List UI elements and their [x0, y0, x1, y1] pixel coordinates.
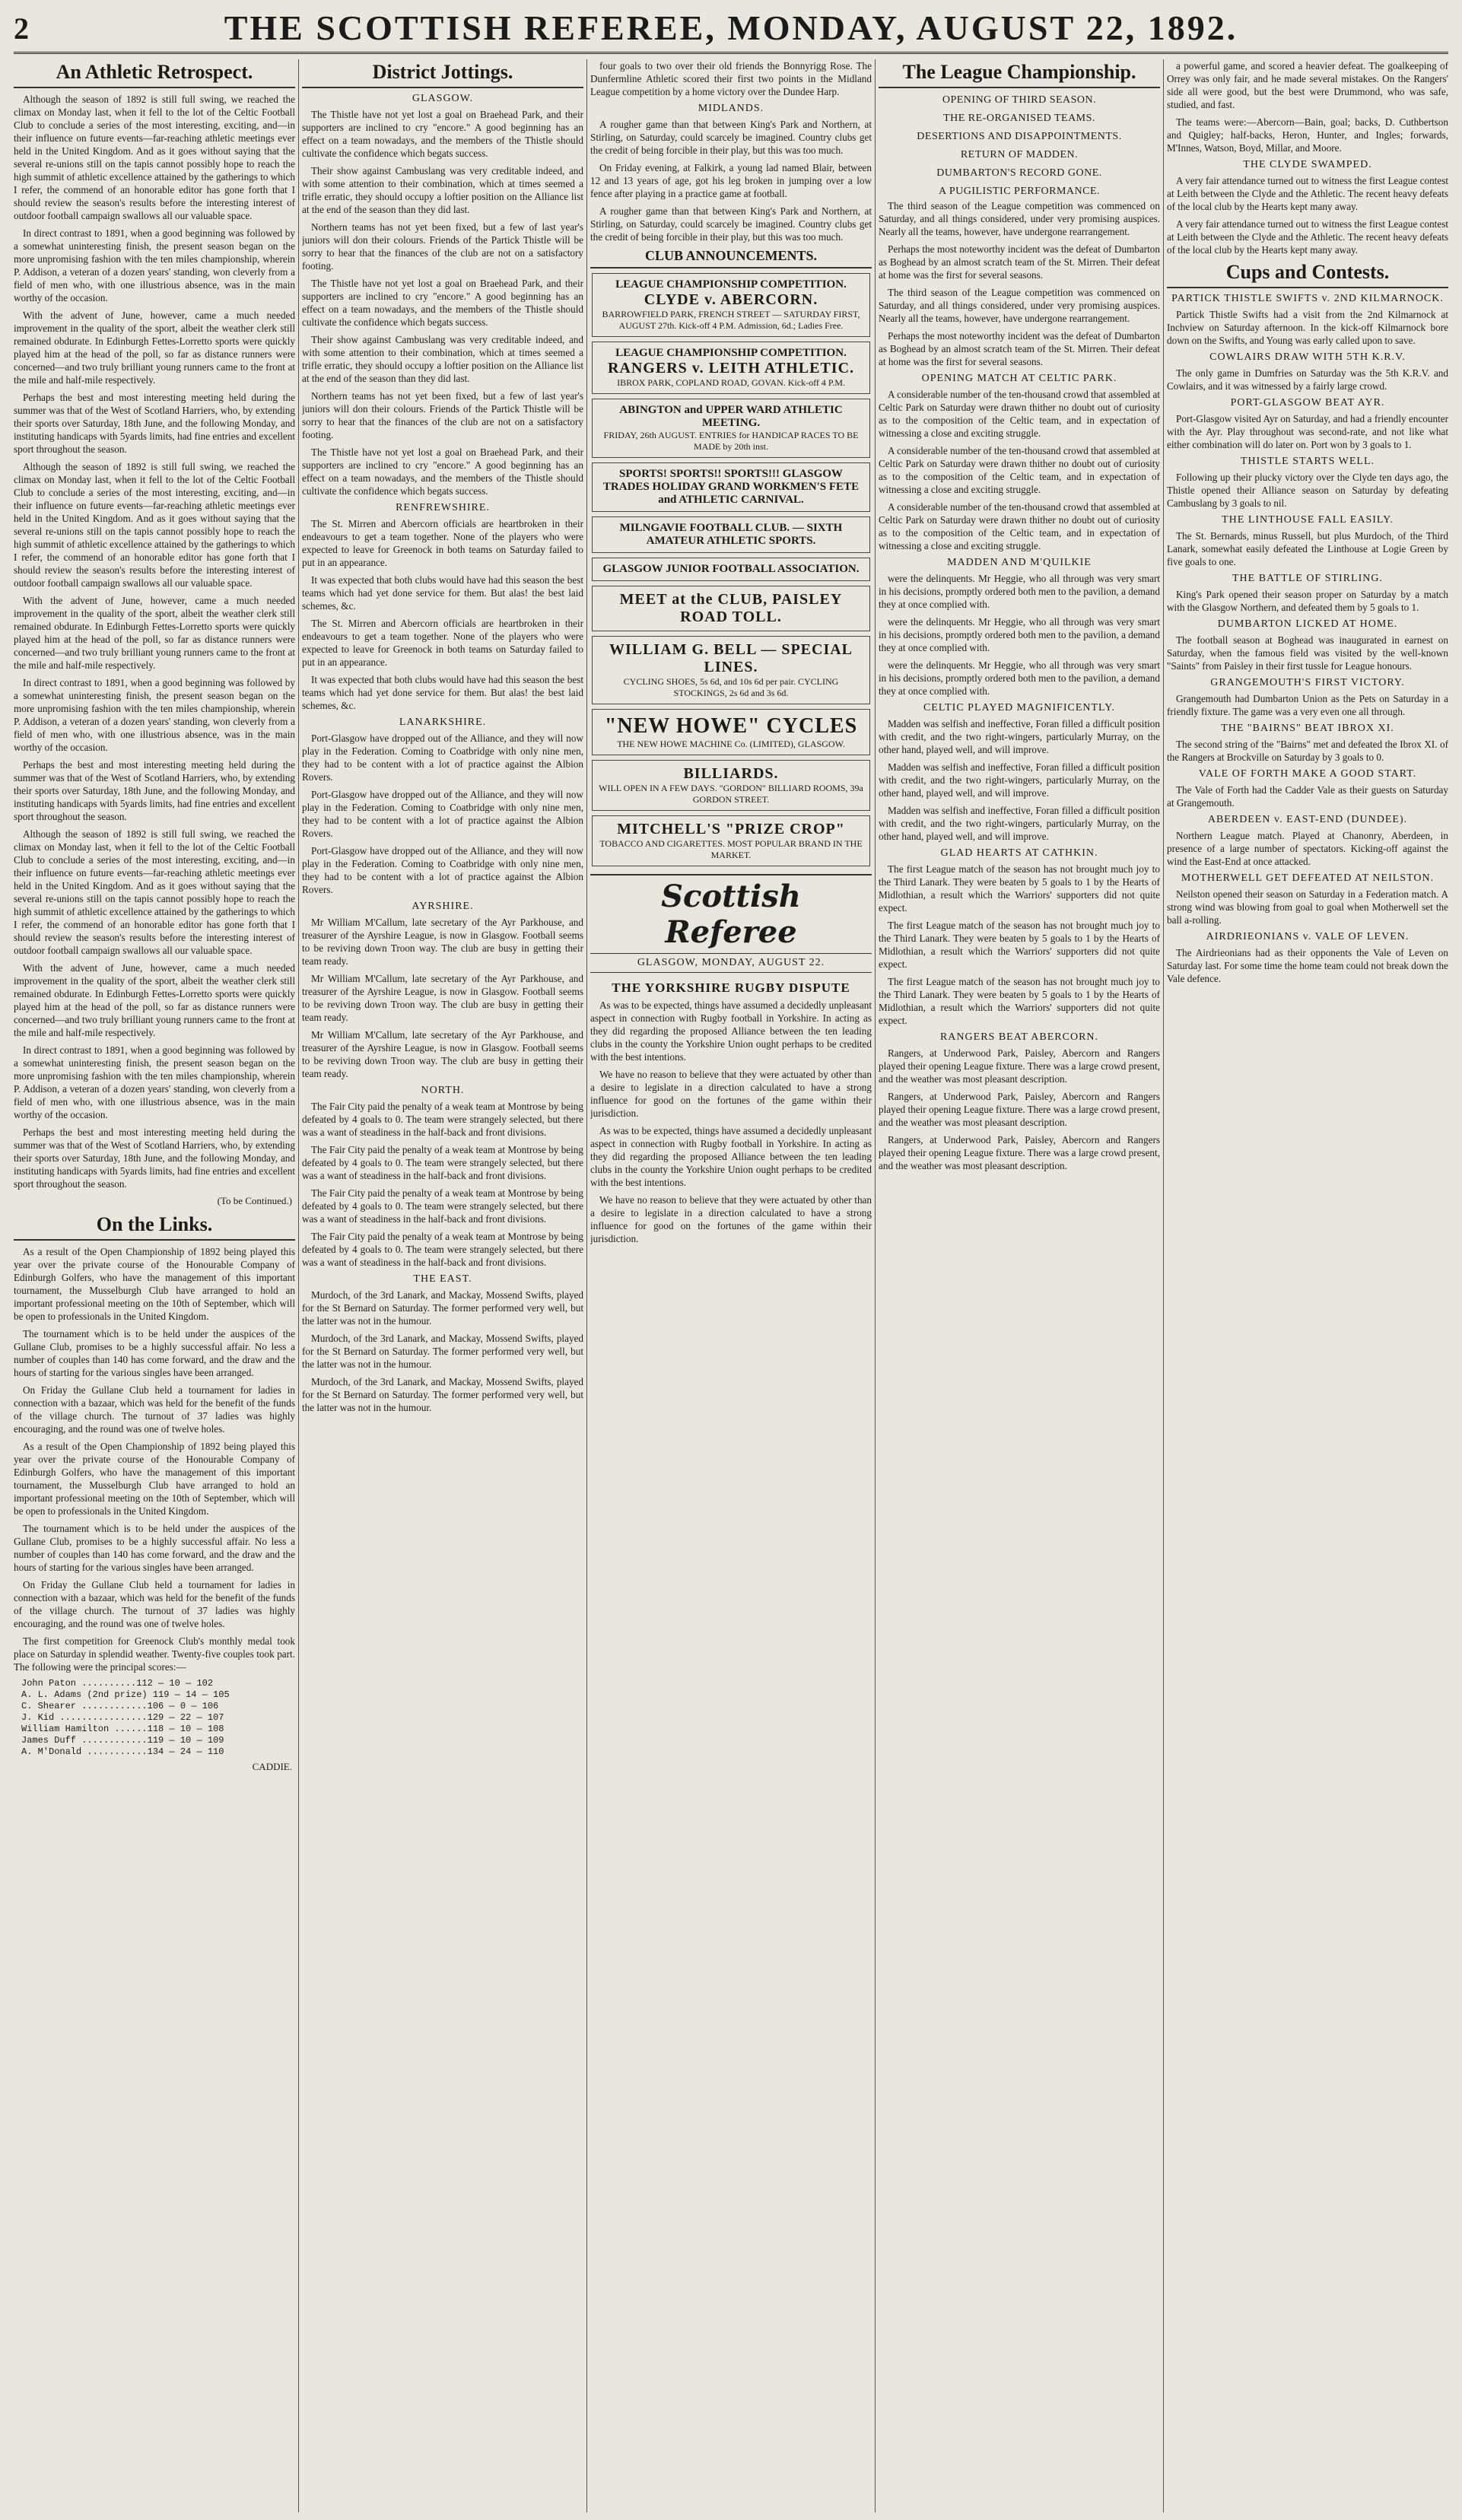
section-heading: THE BATTLE OF STIRLING. [1232, 573, 1383, 584]
article-paragraph: Mr William M'Callum, late secretary of the Ayr Parkhouse, and treasurer of the Ayrshire League, is now in Glasgow. Football seems to be reviving down Troon way. The club are busy in getting their team ready. [302, 1029, 583, 1079]
advert-league-clyde [592, 273, 870, 337]
article-paragraph: The Thistle have not yet lost a goal on Braehead Park, and their supporters are inclined to cry "encore." A good beginning has an effect on a team nowadays, and the members of the Thistle should cultivate the confidence which begats success. [302, 446, 583, 497]
article-paragraph: The Thistle have not yet lost a goal on Braehead Park, and their supporters are inclined to cry "encore." A good beginning has an effect on a team nowadays, and the members of the Thistle should cultivate the confidence which begats success. [302, 278, 583, 328]
section-heading: COWLAIRS DRAW WITH 5TH K.R.V. [1209, 351, 1406, 363]
section-heading: MOTHERWELL GET DEFEATED AT NEILSTON. [1181, 872, 1435, 884]
article-paragraph: Murdoch, of the 3rd Lanark, and Mackay, Mossend Swifts, played for the St Bernard on Saturday. The former performed very well, but the latter was not in the humour. [302, 1333, 583, 1370]
masthead [14, 5, 1448, 54]
article-paragraph: A rougher game than that between King's Park and Northern, at Stirling, on Saturday, could scarcely be imagined. Country clubs get the credit of being forcible in their play, but this was too much. [590, 119, 872, 156]
advert-mitchells-prize-crop [592, 815, 870, 866]
article-paragraph: Port-Glasgow have dropped out of the Alliance, and they will now play in the Federation. Coming to Coatbridge with only nine men, they had to be content with a lot of practice against the Albion Rovers. [302, 732, 583, 783]
article-paragraph: Port-Glasgow visited Ayr on Saturday, and had a friendly encounter with the Ayr. Play throughout was second-rate, and not like what either combination will do later on. Port won by 3 goals to 1. [1167, 413, 1448, 450]
advert-billiards [592, 760, 870, 811]
athletic-retrospect-title: An Athletic Retrospect. [14, 61, 295, 88]
section-heading: MIDLANDS. [698, 103, 764, 114]
article-paragraph: Grangemouth had Dumbarton Union as the Pets on Saturday in a friendly fixture. The game was a very even one all through. [1167, 693, 1448, 717]
advert-new-howe-cycles [592, 709, 870, 755]
article-paragraph: The Fair City paid the penalty of a weak team at Montrose by being defeated by 4 goals to 0. The team were strangely selected, but there was a want of steadiness in the half-back and front divisions. [302, 1187, 583, 1225]
scottish-referee-logo: Scottish Referee [590, 874, 872, 954]
section-heading: NORTH. [421, 1085, 465, 1096]
page-title: THE SCOTTISH REFEREE, MONDAY, AUGUST 22, 1892. [224, 8, 1238, 47]
advert-heading: BILLIARDS. [683, 765, 779, 782]
article-paragraph: A very fair attendance turned out to witness the first League contest at Leith between the Clyde and the Athletic. The recent heavy defeats of the local club by the Hearts kept many away. [1167, 218, 1448, 256]
column-4 [879, 59, 1160, 2512]
advert-heading: GLASGOW JUNIOR FOOTBALL ASSOCIATION. [602, 563, 860, 575]
advert-heading: SPORTS! SPORTS!! SPORTS!!! GLASGOW TRADES HOLIDAY GRAND WORKMEN'S FETE and ATHLETIC CARNIVAL. [602, 468, 860, 506]
advert-heading: "NEW HOWE" CYCLES [604, 714, 858, 738]
article-paragraph: Rangers, at Underwood Park, Paisley, Abercorn and Rangers played their opening League fixture. There was a large crowd present, and the weather was most pleasant description. [879, 1047, 1160, 1085]
article-paragraph: The tournament which is to be held under the auspices of the Gullane Club, promises to be a highly successful affair. No less a number of couples than 140 has come forward, and the draw and the hours of starting for the various singles have been arranged. [14, 1523, 295, 1573]
article-paragraph: As a result of the Open Championship of 1892 being played this year over the private course of the Honourable Company of Edinburgh Golfers, who have the management of this important tournament, the Musselburgh Club have arranged to hold an important professional meeting on the 10th of September, which will be open to professionals in the United Kingdom. [14, 1441, 295, 1517]
section-heading: THE EAST. [413, 1273, 472, 1285]
section-heading: THE CLYDE SWAMPED. [1243, 159, 1372, 170]
league-championship-title: The League Championship. [879, 61, 1160, 88]
section-heading: THE LINTHOUSE FALL EASILY. [1222, 514, 1394, 526]
article-paragraph: In direct contrast to 1891, when a good beginning was followed by a somewhat uninteresting finish, the present season began on the more unpromising fashion with the ten miles championship, wherein P. Addison, a veteran of a dozen years' standing, won cleverly from a field of men who, with one illustrious absence, was in the main worthy of the occasion. [14, 677, 295, 753]
article-paragraph: King's Park opened their season proper on Saturday by a match with the Glasgow Northern, and defeated them by 5 goals to 1. [1167, 589, 1448, 613]
article-paragraph: As was to be expected, things have assumed a decidedly unpleasant aspect in connection with Rugby football in Yorkshire. In acting as they did regarding the proposed Alliance between the ten leading clubs in the county the Yorkshire Union ought perhaps to be credited with the best intentions. [590, 999, 872, 1063]
article-paragraph: A considerable number of the ten-thousand crowd that assembled at Celtic Park on Saturday were drawn thither no doubt out of curiosity as to the composition of the Celtic team, and in expectation of witnessing a close and exciting struggle. [879, 445, 1160, 495]
subheading: DUMBARTON'S RECORD GONE. [936, 167, 1102, 179]
article-paragraph: The Airdrieonians had as their opponents the Vale of Leven on Saturday last. For some time the home team could not break down the Vale defence. [1167, 947, 1448, 984]
article-paragraph: The third season of the League competition was commenced on Saturday, and all things considered, under very promising auspices. Nearly all the teams, however, have undergone rearrangement. [879, 200, 1160, 237]
section-heading: GLASGOW. [412, 93, 474, 104]
article-paragraph: The St. Mirren and Abercorn officials are heartbroken in their endeavours to get a team together. None of the players who were expected to leave for Greenock in both teams on Saturday failed to put in an appearance. [302, 618, 583, 668]
article-paragraph: Although the season of 1892 is still full swing, we reached the climax on Monday last, when it fell to the lot of the Celtic Football Club to conclude a series of the most interesting, exciting, and—in their influence on future events—far-reaching athletic meetings ever held in the United Kingdom. And as it goes without saying that the several re-unions still on the tapis cannot possibly hope to reach the high summit of athletic excellence attained by the gatherings to which I refer, the commend of an honorable editor has gone forth that I should review the season's results before the interesting interest of outdoor football campaign swallows all our valuable space. [14, 94, 295, 221]
article-paragraph: As was to be expected, things have assumed a decidedly unpleasant aspect in connection with Rugby football in Yorkshire. In acting as they did regarding the proposed Alliance between the ten leading clubs in the county the Yorkshire Union ought perhaps to be credited with the best intentions. [590, 1125, 872, 1188]
article-paragraph: The first League match of the season has not brought much joy to the Third Lanark. They were beaten by 5 goals to 1 by the Hearts of Midlothian, a result which the Warriors' supporters did not quite expect. [879, 976, 1160, 1026]
section-heading: GLAD HEARTS AT CATHKIN. [940, 847, 1098, 859]
article-paragraph: The Fair City paid the penalty of a weak team at Montrose by being defeated by 4 goals to 0. The team were strangely selected, but there was a want of steadiness in the half-back and front divisions. [302, 1101, 583, 1138]
article-paragraph: As a result of the Open Championship of 1892 being played this year over the private course of the Honourable Company of Edinburgh Golfers, who have the management of this important tournament, the Musselburgh Club have arranged to hold an important professional meeting on the 10th of September, which will be open to professionals in the United Kingdom. [14, 1246, 295, 1322]
advert-details: THE NEW HOWE MACHINE Co. (LIMITED), GLASGOW. [617, 739, 845, 749]
article-paragraph: The football season at Boghead was inaugurated in earnest on Saturday, when the famous field was visited by the well-known "Saints" from Paisley in their first tussle for League honours. [1167, 634, 1448, 672]
article-paragraph: Rangers, at Underwood Park, Paisley, Abercorn and Rangers played their opening League fixture. There was a large crowd present, and the weather was most pleasant description. [879, 1134, 1160, 1171]
article-paragraph: In direct contrast to 1891, when a good beginning was followed by a somewhat uninteresting finish, the present season began on the more unpromising fashion with the ten miles championship, wherein P. Addison, a veteran of a dozen years' standing, won cleverly from a field of men who, with one illustrious absence, was in the main worthy of the occasion. [14, 227, 295, 303]
article-paragraph: With the advent of June, however, came a much needed improvement in the quality of the sport, albeit the weather clerk still remained obdurate. In Edinburgh Fettes-Lorretto sports were quickly played him at the head of the poll, so far as distance runners were concerned—and two truly brilliant young runners came to the front at the mile and half-mile respectively. [14, 310, 295, 386]
column-1 [14, 59, 295, 2512]
subheading: OPENING OF THIRD SEASON. [942, 94, 1097, 106]
article-paragraph: The tournament which is to be held under the auspices of the Gullane Club, promises to be a highly successful affair. No less a number of couples than 140 has come forward, and the draw and the hours of starting for the various singles have been arranged. [14, 1328, 295, 1378]
district-jottings-title: District Jottings. [302, 61, 583, 88]
subheading: DESERTIONS AND DISAPPOINTMENTS. [917, 131, 1122, 142]
article-paragraph: were the delinquents. Mr Heggie, who all through was very smart in his decisions, promptly ordered both men to the pavilion, a demand they at once complied with. [879, 616, 1160, 653]
section-heading: RENFREWSHIRE. [396, 502, 490, 513]
article-paragraph: The first League match of the season has not brought much joy to the Third Lanark. They were beaten by 5 goals to 1 by the Hearts of Midlothian, a result which the Warriors' supporters did not quite expect. [879, 920, 1160, 970]
column-rule [298, 59, 299, 2512]
advert-details: FRIDAY, 26th AUGUST. ENTRIES for HANDICAP RACES TO BE MADE by 20th inst. [603, 430, 859, 452]
advert-league-rangers [592, 342, 870, 394]
advert-heading: LEAGUE CHAMPIONSHIP COMPETITION. [615, 278, 847, 291]
article-paragraph: Northern League match. Played at Chanonry, Aberdeen, in presence of a large number of spectators. Kicking-off against the wind the East-End at once attacked. [1167, 830, 1448, 867]
advert-heading: LEAGUE CHAMPIONSHIP COMPETITION. [615, 347, 847, 359]
advert-details: WILL OPEN IN A FEW DAYS. "GORDON" BILLIARD ROOMS, 39a GORDON STREET. [599, 783, 863, 805]
article-paragraph: were the delinquents. Mr Heggie, who all through was very smart in his decisions, promptly ordered both men to the pavilion, a demand they at once complied with. [879, 573, 1160, 610]
article-paragraph: Neilston opened their season on Saturday in a Federation match. A strong wind was blowing from goal to goal when Motherwell set the ball a-rolling. [1167, 888, 1448, 926]
article-paragraph: Northern teams has not yet been fixed, but a few of last year's juniors will don their colours. Friends of the Partick Thistle will be sorry to hear that the finances of the club are not on a satisfactory footing. [302, 221, 583, 272]
article-paragraph: Perhaps the best and most interesting meeting held during the summer was that of the West of Scotland Harriers, who, by extending their sports over Saturday, 18th June, and the following Monday, and instituting handicaps with 5yards limits, had fine entries and excellent sport throughout the season. [14, 392, 295, 455]
article-paragraph: Their show against Cambuslang was very creditable indeed, and with some attention to their combination, which at times seemed a trifle erratic, they should occupy a loftier position on the Alliance list at the end of the season than they did last. [302, 165, 583, 215]
advert-teams: CLYDE v. ABERCORN. [644, 291, 818, 308]
article-paragraph: Following up their plucky victory over the Clyde ten days ago, the Thistle opened their Alliance season on Saturday by defeating Cambuslang by 3 goals to nil. [1167, 472, 1448, 509]
author-signature: CADDIE. [252, 1761, 292, 1772]
section-heading: MADDEN AND M'QUILKIE [947, 557, 1092, 568]
article-paragraph: A very fair attendance turned out to witness the first League contest at Leith between the Clyde and the Athletic. The recent heavy defeats of the local club by the Hearts kept many away. [1167, 175, 1448, 212]
section-heading: GRANGEMOUTH'S FIRST VICTORY. [1210, 677, 1405, 688]
section-heading: OPENING MATCH AT CELTIC PARK. [921, 373, 1117, 384]
column-2 [302, 59, 583, 2512]
article-paragraph: were the delinquents. Mr Heggie, who all through was very smart in his decisions, promptly ordered both men to the pavilion, a demand they at once complied with. [879, 659, 1160, 697]
article-paragraph: Partick Thistle Swifts had a visit from the 2nd Kilmarnock at Inchview on Saturday afternoon. In the kick-off Kilmarnock bore down on the Swifts, and Young was early called upon to save. [1167, 309, 1448, 346]
scores-table: John Paton ..........112 — 10 — 102 A. L. Adams (2nd prize) 119 — 14 — 105 C. Shearer ............106 — 0 — 106 J. Kid ................129 — 22 — 107 William Hamilton ......118 — 10 — 108 James Duff ............119 — 10 — 109 A. M'Donald ...........134 — 24 — 110 [21, 1678, 230, 1757]
article-paragraph: It was expected that both clubs would have had this season the best teams which had yet done service for them. But alas! the best laid schemes, &c. [302, 574, 583, 612]
columns [14, 59, 1448, 2512]
article-paragraph: A considerable number of the ten-thousand crowd that assembled at Celtic Park on Saturday were drawn thither no doubt out of curiosity as to the composition of the Celtic team, and in expectation of witnessing a close and exciting struggle. [879, 501, 1160, 551]
article-paragraph: The Vale of Forth had the Cadder Vale as their guests on Saturday at Grangemouth. [1167, 784, 1448, 809]
article-paragraph: The teams were:—Abercorn—Bain, goal; backs, D. Cuthbertson and Quigley; half-backs, Heron, Hunter, and Ingles; forwards, M'Innes, Watson, Boyd, Millar, and Moore. [1167, 116, 1448, 154]
article-paragraph: We have no reason to believe that they were actuated by other than a desire to legislate in a direction calculated to have a strong influence for good on the fortunes of the game within their jurisdiction. [590, 1069, 872, 1119]
article-paragraph: The first League match of the season has not brought much joy to the Third Lanark. They were beaten by 5 goals to 1 by the Hearts of Midlothian, a result which the Warriors' supporters did not quite expect. [879, 863, 1160, 914]
advert-heading: WILLIAM G. BELL — SPECIAL LINES. [609, 641, 853, 675]
section-heading: CELTIC PLAYED MAGNIFICENTLY. [923, 702, 1116, 713]
article-paragraph: The Thistle have not yet lost a goal on Braehead Park, and their supporters are inclined to cry "encore." A good beginning has an effect on a team nowadays, and the members of the Thistle should cultivate the confidence which begats success. [302, 109, 583, 159]
advert-heading: MILNGAVIE FOOTBALL CLUB. — SIXTH AMATEUR ATHLETIC SPORTS. [619, 522, 843, 547]
article-paragraph: Rangers, at Underwood Park, Paisley, Abercorn and Rangers played their opening League fixture. There was a large crowd present, and the weather was most pleasant description. [879, 1091, 1160, 1128]
editorial-title: THE YORKSHIRE RUGBY DISPUTE [612, 980, 850, 995]
article-paragraph: With the advent of June, however, came a much needed improvement in the quality of the sport, albeit the weather clerk still remained obdurate. In Edinburgh Fettes-Lorretto sports were quickly played him at the head of the poll, so far as distance runners were concerned—and two truly brilliant young runners came to the front at the mile and half-mile respectively. [14, 962, 295, 1038]
subheading: RETURN OF MADDEN. [960, 149, 1079, 160]
advert-heading: ABINGTON and UPPER WARD ATHLETIC MEETING. [619, 404, 843, 429]
section-heading: LANARKSHIRE. [399, 717, 487, 728]
section-heading: DUMBARTON LICKED AT HOME. [1217, 618, 1398, 630]
article-paragraph: The only game in Dumfries on Saturday was the 5th K.R.V. and Cowlairs, and it was witnessed by a fairly large crowd. [1167, 367, 1448, 392]
section-heading: PORT-GLASGOW BEAT AYR. [1230, 397, 1385, 408]
club-announcements-title: CLUB ANNOUNCEMENTS. [590, 248, 872, 269]
section-heading: VALE OF FORTH MAKE A GOOD START. [1198, 768, 1417, 780]
article-paragraph: Their show against Cambuslang was very creditable indeed, and with some attention to their combination, which at times seemed a trifle erratic, they should occupy a loftier position on the Alliance list at the end of the season than they did last. [302, 334, 583, 384]
article-paragraph: Port-Glasgow have dropped out of the Alliance, and they will now play in the Federation. Coming to Coatbridge with only nine men, they had to be content with a lot of practice against the Albion Rovers. [302, 845, 583, 895]
article-paragraph: It was expected that both clubs would have had this season the best teams which had yet done service for them. But alas! the best laid schemes, &c. [302, 674, 583, 711]
continued-note: (To be Continued.) [217, 1195, 292, 1206]
article-paragraph: Mr William M'Callum, late secretary of the Ayr Parkhouse, and treasurer of the Ayrshire League, is now in Glasgow. Football seems to be reviving down Troon way. The club are busy in getting their team ready. [302, 973, 583, 1023]
section-heading: AYRSHIRE. [412, 901, 474, 912]
section-heading: PARTICK THISTLE SWIFTS v. 2ND KILMARNOCK. [1171, 293, 1444, 304]
section-heading: THE "BAIRNS" BEAT IBROX XI. [1221, 723, 1394, 734]
section-heading: RANGERS BEAT ABERCORN. [939, 1031, 1099, 1043]
article-paragraph: four goals to two over their old friends the Bonnyrigg Rose. The Dunfermline Athletic scored their first two points in the Midland League competition by a home victory over the Dundee Harp. [590, 60, 872, 97]
article-paragraph: On Friday the Gullane Club held a tournament for ladies in connection with a bazaar, which was held for the benefit of the funds of the village church. The turnout of 37 ladies was highly encouraging, and the round was one of twelve holes. [14, 1579, 295, 1629]
article-paragraph: Perhaps the most noteworthy incident was the defeat of Dumbarton as Boghead by an almost scratch team of the St. Mirren. Their defeat at home was the first for several seasons. [879, 330, 1160, 367]
article-paragraph: The first competition for Greenock Club's monthly medal took place on Saturday in splendid weather. Twenty-five couples took part. The following were the principal scores:— [14, 1635, 295, 1673]
article-paragraph: Although the season of 1892 is still full swing, we reached the climax on Monday last, when it fell to the lot of the Celtic Football Club to conclude a series of the most interesting, exciting, and—in their influence on future events—far-reaching athletic meetings ever held in the United Kingdom. And as it goes without saying that the several re-unions still on the tapis cannot possibly hope to reach the high summit of athletic excellence attained by the gatherings to which I refer, the commend of an honorable editor has gone forth that I should review the season's results before the interesting interest of outdoor football campaign swallows all our valuable space. [14, 461, 295, 589]
article-paragraph: On Friday the Gullane Club held a tournament for ladies in connection with a bazaar, which was held for the benefit of the funds of the village church. The turnout of 37 ladies was highly encouraging, and the round was one of twelve holes. [14, 1384, 295, 1435]
cups-and-contests-title: Cups and Contests. [1167, 261, 1448, 288]
article-paragraph: Madden was selfish and ineffective, Foran filled a difficult position with credit, and the two right-wingers, particularly Murray, on the other hand, played well, and will improve. [879, 805, 1160, 842]
section-heading: ABERDEEN v. EAST-END (DUNDEE). [1207, 814, 1408, 825]
article-paragraph: Perhaps the most noteworthy incident was the defeat of Dumbarton as Boghead by an almost scratch team of the St. Mirren. Their defeat at home was the first for several seasons. [879, 243, 1160, 281]
article-paragraph: Murdoch, of the 3rd Lanark, and Mackay, Mossend Swifts, played for the St Bernard on Saturday. The former performed very well, but the latter was not in the humour. [302, 1376, 583, 1413]
article-paragraph: Northern teams has not yet been fixed, but a few of last year's juniors will don their colours. Friends of the Partick Thistle will be sorry to hear that the finances of the club are not on a satisfactory footing. [302, 390, 583, 440]
subheading: A PUGILISTIC PERFORMANCE. [938, 186, 1101, 197]
advert-teams: RANGERS v. LEITH ATHLETIC. [607, 360, 855, 377]
advert-william-bell [592, 636, 870, 704]
article-paragraph: The St. Bernards, minus Russell, but plus Murdoch, of the Third Lanark, somewhat easily defeated the Linthouse at Logie Green by five goals to one. [1167, 530, 1448, 567]
column-rule [586, 59, 587, 2512]
article-paragraph: The Fair City paid the penalty of a weak team at Montrose by being defeated by 4 goals to 0. The team were strangely selected, but there was a want of steadiness in the half-back and front divisions. [302, 1231, 583, 1268]
advert-junior-association [592, 558, 870, 581]
article-paragraph: The St. Mirren and Abercorn officials are heartbroken in their endeavours to get a team together. None of the players who were expected to leave for Greenock in both teams on Saturday failed to put in an appearance. [302, 518, 583, 568]
article-paragraph: On Friday evening, at Falkirk, a young lad named Blair, between 12 and 13 years of age, got his leg broken in jumping over a low fence after playing in a practice game at football. [590, 162, 872, 199]
advert-details: TOBACCO AND CIGARETTES. MOST POPULAR BRAND IN THE MARKET. [599, 838, 863, 860]
article-paragraph: We have no reason to believe that they were actuated by other than a desire to legislate in a direction calculated to have a strong influence for good on the fortunes of the game within their jurisdiction. [590, 1194, 872, 1244]
advert-abington [592, 399, 870, 458]
links-title: On the Links. [14, 1213, 295, 1241]
section-heading: AIRDRIEONIANS v. VALE OF LEVEN. [1206, 931, 1410, 942]
article-paragraph: Mr William M'Callum, late secretary of the Ayr Parkhouse, and treasurer of the Ayrshire League, is now in Glasgow. Football seems to be reviving down Troon way. The club are busy in getting their team ready. [302, 917, 583, 967]
advert-details: BARROWFIELD PARK, FRENCH STREET — SATURDAY FIRST, AUGUST 27th. Kick-off 4 P.M. Admission, 6d.; Ladies Free. [602, 309, 860, 331]
article-paragraph: With the advent of June, however, came a much needed improvement in the quality of the sport, albeit the weather clerk still remained obdurate. In Edinburgh Fettes-Lorretto sports were quickly played him at the head of the poll, so far as distance runners were concerned—and two truly brilliant young runners came to the front at the mile and half-mile respectively. [14, 595, 295, 671]
advert-sports [592, 462, 870, 512]
advert-heading: MITCHELL'S "PRIZE CROP" [617, 821, 845, 837]
advert-meet-club [592, 586, 870, 631]
column-rule [875, 59, 876, 2512]
article-paragraph: In direct contrast to 1891, when a good beginning was followed by a somewhat uninteresting finish, the present season began on the more unpromising fashion with the ten miles championship, wherein P. Addison, a veteran of a dozen years' standing, won cleverly from a field of men who, with one illustrious absence, was in the main worthy of the occasion. [14, 1044, 295, 1120]
advert-milngavie [592, 516, 870, 553]
page-number: 2 [14, 11, 29, 46]
article-paragraph: The Fair City paid the penalty of a weak team at Montrose by being defeated by 4 goals to 0. The team were strangely selected, but there was a want of steadiness in the half-back and front divisions. [302, 1144, 583, 1181]
column-rule [1163, 59, 1164, 2512]
article-paragraph: a powerful game, and scored a heavier defeat. The goalkeeping of Orrey was only fair, and he made several mistakes. On the Rangers' side all were good, but the best were Drummond, who was safe, studied, and fast. [1167, 60, 1448, 110]
subheading: THE RE-ORGANISED TEAMS. [943, 113, 1095, 124]
article-paragraph: Murdoch, of the 3rd Lanark, and Mackay, Mossend Swifts, played for the St Bernard on Saturday. The former performed very well, but the latter was not in the humour. [302, 1289, 583, 1327]
article-paragraph: Port-Glasgow have dropped out of the Alliance, and they will now play in the Federation. Coming to Coatbridge with only nine men, they had to be content with a lot of practice against the Albion Rovers. [302, 789, 583, 839]
advert-heading: MEET at the CLUB, PAISLEY ROAD TOLL. [619, 591, 843, 625]
section-heading: THISTLE STARTS WELL. [1240, 456, 1375, 467]
advert-details: CYCLING SHOES, 5s 6d, and 10s 6d per pair. CYCLING STOCKINGS, 2s 6d and 3s 6d. [623, 676, 839, 698]
article-paragraph: A rougher game than that between King's Park and Northern, at Stirling, on Saturday, could scarcely be imagined. Country clubs get the credit of being forcible in their play, but this was too much. [590, 205, 872, 243]
article-paragraph: The third season of the League competition was commenced on Saturday, and all things considered, under very promising auspices. Nearly all the teams, however, have undergone rearrangement. [879, 287, 1160, 324]
advert-details: IBROX PARK, COPLAND ROAD, GOVAN. Kick-off 4 P.M. [617, 377, 845, 388]
article-paragraph: A considerable number of the ten-thousand crowd that assembled at Celtic Park on Saturday were drawn thither no doubt out of curiosity as to the composition of the Celtic team, and in expectation of witnessing a close and exciting struggle. [879, 389, 1160, 439]
article-paragraph: Madden was selfish and ineffective, Foran filled a difficult position with credit, and the two right-wingers, particularly Murray, on the other hand, played well, and will improve. [879, 761, 1160, 799]
column-5 [1167, 59, 1448, 2512]
article-paragraph: Perhaps the best and most interesting meeting held during the summer was that of the West of Scotland Harriers, who, by extending their sports over Saturday, 18th June, and the following Monday, and instituting handicaps with 5yards limits, had fine entries and excellent sport throughout the season. [14, 1127, 295, 1190]
article-paragraph: Although the season of 1892 is still full swing, we reached the climax on Monday last, when it fell to the lot of the Celtic Football Club to conclude a series of the most interesting, exciting, and—in their influence on future events—far-reaching athletic meetings ever held in the United Kingdom. And as it goes without saying that the several re-unions still on the tapis cannot possibly hope to reach the high summit of athletic excellence attained by the gatherings to which I refer, the commend of an honorable editor has gone forth that I should review the season's results before the interesting interest of outdoor football campaign swallows all our valuable space. [14, 828, 295, 956]
dateline: GLASGOW, MONDAY, AUGUST 22. [590, 957, 872, 973]
article-paragraph: Perhaps the best and most interesting meeting held during the summer was that of the West of Scotland Harriers, who, by extending their sports over Saturday, 18th June, and the following Monday, and instituting handicaps with 5yards limits, had fine entries and excellent sport throughout the season. [14, 759, 295, 822]
article-paragraph: The second string of the "Bairns" met and defeated the Ibrox XI. of the Rangers at Brockville on Saturday by 3 goals to 0. [1167, 739, 1448, 763]
article-paragraph: Madden was selfish and ineffective, Foran filled a difficult position with credit, and the two right-wingers, particularly Murray, on the other hand, played well, and will improve. [879, 718, 1160, 755]
column-3 [590, 59, 872, 2512]
